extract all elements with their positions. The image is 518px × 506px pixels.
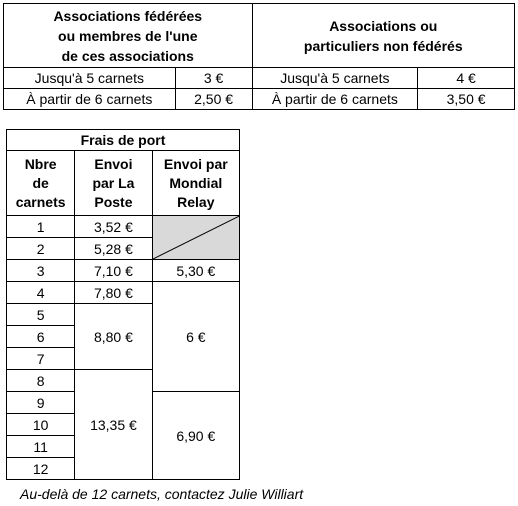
carnet-count: 2 (7, 238, 75, 260)
contact-note: Au-delà de 12 carnets, contactez Julie Williart (20, 486, 304, 502)
price-label: Jusqu'à 5 carnets (4, 68, 176, 89)
header-line: de ces associations (61, 47, 194, 64)
price-row (4, 68, 515, 89)
header-line: Relay (177, 193, 215, 210)
col-header-la-poste (75, 151, 152, 216)
price-label: À partir de 6 carnets (252, 89, 418, 110)
la-poste-price: 13,35 € (75, 370, 152, 480)
price-label: Jusqu'à 5 carnets (252, 68, 418, 89)
shipping-table (6, 129, 240, 480)
header-line: ou membres de l'une (58, 27, 198, 44)
carnet-count: 6 (7, 326, 75, 348)
table-row (7, 282, 240, 304)
price-value: 3,50 € (418, 89, 515, 110)
carnet-count: 7 (7, 348, 75, 370)
carnet-count: 5 (7, 304, 75, 326)
header-line: carnets (15, 193, 66, 210)
carnet-count: 4 (7, 282, 75, 304)
table-row (7, 260, 240, 282)
price-label: À partir de 6 carnets (4, 89, 176, 110)
price-row (4, 89, 515, 110)
col-header-carnets (7, 151, 75, 216)
mondial-relay-price: 5,30 € (152, 260, 239, 282)
header-line: Associations ou (329, 17, 438, 34)
header-line: Nbre (24, 155, 57, 172)
header-line: par La (92, 174, 135, 191)
price-value: 4 € (418, 68, 515, 89)
mondial-relay-price: 6 € (152, 282, 239, 392)
carnet-count: 1 (7, 216, 75, 238)
la-poste-price: 7,10 € (75, 260, 152, 282)
price-value: 3 € (175, 68, 252, 89)
carnet-count: 8 (7, 370, 75, 392)
carnet-count: 11 (7, 436, 75, 458)
header-line: Poste (94, 193, 133, 210)
header-line: Envoi par (163, 155, 228, 172)
mondial-relay-price: 6,90 € (152, 392, 239, 480)
price-table (3, 3, 515, 110)
price-value: 2,50 € (175, 89, 252, 110)
header-line: Associations fédérées (53, 7, 203, 24)
mondial-relay-unavailable (152, 216, 239, 260)
header-line: particuliers non fédérés (303, 37, 463, 54)
diagonal-strike (153, 216, 239, 259)
table-row (7, 216, 240, 238)
shipping-title: Frais de port (7, 130, 240, 151)
federated-header (4, 4, 253, 68)
non-federated-header (252, 4, 514, 68)
header-line: Mondial (169, 174, 223, 191)
la-poste-price: 5,28 € (75, 238, 152, 260)
carnet-count: 10 (7, 414, 75, 436)
la-poste-price: 8,80 € (75, 304, 152, 370)
carnet-count: 12 (7, 458, 75, 480)
carnet-count: 3 (7, 260, 75, 282)
header-line: Envoi (94, 155, 133, 172)
la-poste-price: 3,52 € (75, 216, 152, 238)
header-line: de (32, 174, 49, 191)
col-header-mondial-relay (152, 151, 239, 216)
la-poste-price: 7,80 € (75, 282, 152, 304)
carnet-count: 9 (7, 392, 75, 414)
